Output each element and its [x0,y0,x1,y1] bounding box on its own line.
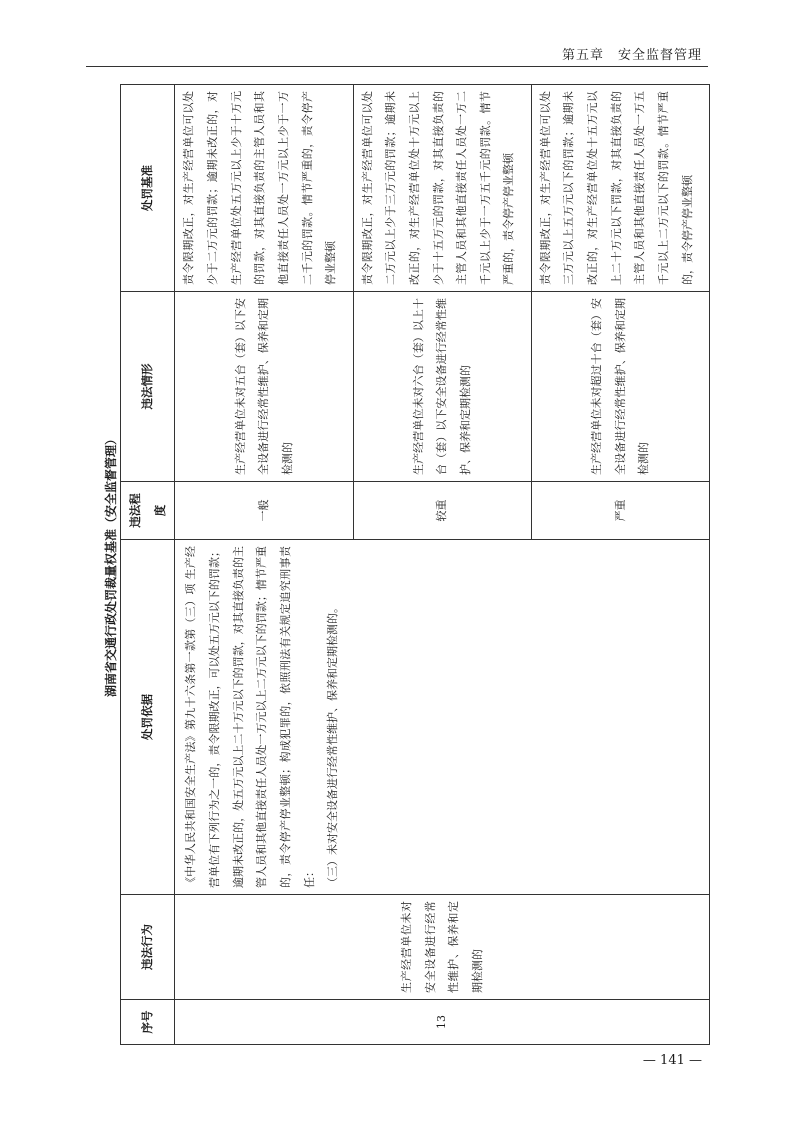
basis-paragraph: 《中华人民共和国安全生产法》第九十六条第一款第（三）项 生产经营单位有下列行为之一的，责令限期改正，可以处五万元以下的罚款；逾期未改正的，处五万元以上二十万元以下的罚款，对其直接负责的主管人员和其他直接责任人员处一万元以上二万元以下的罚款；情节严重的，责令停产停业整顿；构成犯罪的，依照刑法有关规定追究刑事责任： [184,546,316,888]
table-header-row [121,85,175,1045]
rotated-table-block [100,85,712,1045]
running-head: 第五章 安全监督管理 [561,48,702,63]
header-serial: 序号 [121,1000,175,1045]
standard-cell: 责令限期改正，对生产经营单位可以处少于二万元的罚款；逾期未改正的，对生产经营单位处五万元以上少于十万元的罚款，对其直接负责的主管人员和其他直接责任人员处一万元以上少于一万二千元的罚款。情节严重的，责令停产停业整顿 [175,85,353,292]
header-rule [86,66,708,67]
header-standard: 处罚基准 [121,85,175,292]
header-act: 违法行为 [121,895,175,1000]
table-title: 湖南省交通行政处罚裁量权基准（安全监督管理） [104,433,118,698]
act-cell: 生产经营单位未对安全设备进行经常性维护、保养和定期检测的 [175,895,710,1000]
standard-cell: 责令限期改正，对生产经营单位可以处二万元以上少于三万元的罚款；逾期未改正的，对生产经营单位处十万元以上少于十五万元的罚款，对其直接负责的主管人员和其他直接责任人员处一万二千元以上少于一万五千元的罚款。情节严重的，责令停产停业整顿 [353,85,531,292]
table-row [175,85,353,1045]
basis-cell [175,540,710,895]
circumstance-cell: 生产经营单位未对六台（套）以上十台（套）以下安全设备进行经常性维护、保养和定期检测的 [353,292,531,482]
header-degree: 违法程度 [121,482,175,540]
circumstance-cell: 生产经营单位未对超过十台（套）安全设备进行经常性维护、保养和定期检测的 [531,292,709,482]
header-basis: 处罚依据 [121,540,175,895]
header-circumstance: 违法情形 [121,292,175,482]
circumstance-cell: 生产经营单位未对五台（套）以下安全设备进行经常性维护、保养和定期检测的 [175,292,353,482]
degree-cell: 严重 [531,482,709,540]
degree-cell: 较重 [353,482,531,540]
penalty-table [120,84,710,1045]
standard-cell: 责令限期改正，对生产经营单位可以处三万元以上五万元以下的罚款；逾期未改正的，对生产经营单位处十五万元以上二十万元以下罚款，对其直接负责的主管人员和其他直接责任人员处一万五千元以上二万元以下的罚款。情节严重的，责令停产停业整顿 [531,85,709,292]
page-number: — 141 — [642,1053,702,1068]
serial-cell: 13 [175,1000,710,1045]
basis-item: （三）未对安全设备进行经常性维护、保养和定期检测的。 [326,602,340,888]
degree-cell: 一般 [175,482,353,540]
